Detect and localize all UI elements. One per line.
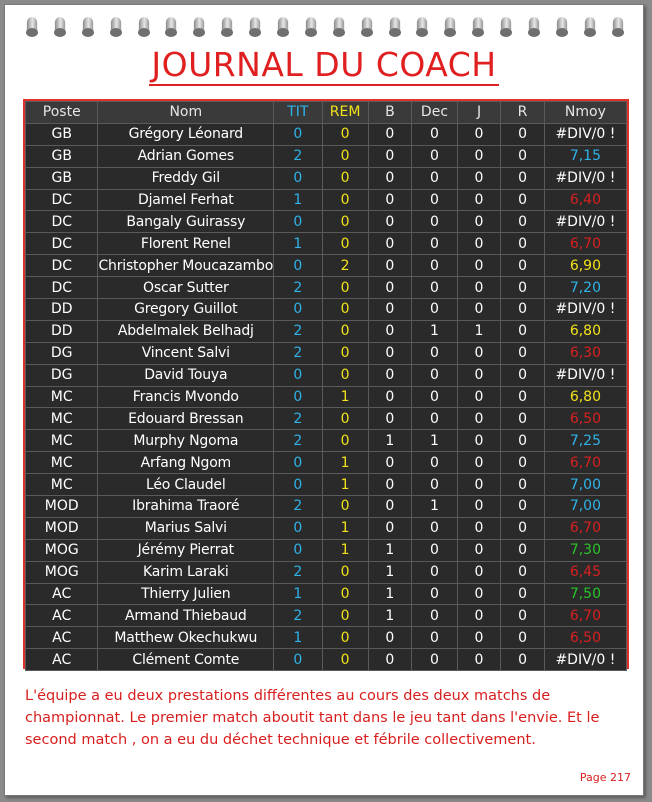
cell-b: 0 [368, 364, 412, 386]
cell-nom: Arfang Ngom [98, 452, 274, 474]
cell-b: 0 [368, 189, 412, 211]
cell-tit: 0 [274, 474, 322, 496]
cell-rem: 0 [322, 561, 368, 583]
cell-nom: Grégory Léonard [98, 123, 274, 145]
cell-poste: AC [26, 583, 98, 605]
cell-poste: AC [26, 649, 98, 671]
binding-ring-icon [555, 17, 569, 39]
cell-nmoy: 7,50 [544, 583, 626, 605]
cell-nmoy: 6,70 [544, 452, 626, 474]
table-header-row [26, 102, 627, 124]
cell-dec: 0 [412, 583, 458, 605]
table-row [26, 145, 627, 167]
cell-poste: MOD [26, 496, 98, 518]
cell-j: 0 [457, 189, 500, 211]
cell-nmoy: 6,70 [544, 517, 626, 539]
cell-dec: 0 [412, 364, 458, 386]
cell-poste: DC [26, 277, 98, 299]
cell-tit: 0 [274, 452, 322, 474]
table-row [26, 539, 627, 561]
cell-b: 0 [368, 299, 412, 321]
cell-r: 0 [501, 189, 545, 211]
cell-tit: 0 [274, 649, 322, 671]
cell-r: 0 [501, 452, 545, 474]
cell-nmoy: 7,00 [544, 474, 626, 496]
cell-r: 0 [501, 320, 545, 342]
cell-j: 0 [457, 408, 500, 430]
cell-nom: Christopher Moucazambo [98, 255, 274, 277]
cell-nmoy: #DIV/0 ! [544, 211, 626, 233]
cell-nom: Murphy Ngoma [98, 430, 274, 452]
binding-ring-icon [443, 17, 457, 39]
cell-nmoy: #DIV/0 ! [544, 649, 626, 671]
cell-dec: 0 [412, 299, 458, 321]
header-j: J [457, 102, 500, 124]
cell-nmoy: 6,50 [544, 627, 626, 649]
cell-nmoy: 6,90 [544, 255, 626, 277]
table-row [26, 517, 627, 539]
cell-r: 0 [501, 583, 545, 605]
cell-dec: 0 [412, 233, 458, 255]
cell-nom: Karim Laraki [98, 561, 274, 583]
cell-r: 0 [501, 233, 545, 255]
table-row [26, 627, 627, 649]
cell-b: 1 [368, 561, 412, 583]
cell-poste: MC [26, 452, 98, 474]
cell-r: 0 [501, 474, 545, 496]
table-row [26, 561, 627, 583]
cell-tit: 2 [274, 408, 322, 430]
cell-dec: 1 [412, 430, 458, 452]
table-row [26, 474, 627, 496]
binding-ring-icon [25, 17, 39, 39]
cell-b: 0 [368, 474, 412, 496]
cell-tit: 2 [274, 605, 322, 627]
binding-ring-icon [53, 17, 67, 39]
cell-poste: DC [26, 211, 98, 233]
cell-dec: 0 [412, 167, 458, 189]
cell-dec: 0 [412, 561, 458, 583]
cell-b: 0 [368, 386, 412, 408]
binding-ring-icon [164, 17, 178, 39]
cell-tit: 1 [274, 189, 322, 211]
header-tit: TIT [274, 102, 322, 124]
cell-rem: 1 [322, 474, 368, 496]
cell-nom: Thierry Julien [98, 583, 274, 605]
table-row [26, 605, 627, 627]
cell-dec: 0 [412, 649, 458, 671]
cell-b: 0 [368, 167, 412, 189]
cell-poste: MOG [26, 539, 98, 561]
cell-tit: 0 [274, 386, 322, 408]
cell-r: 0 [501, 627, 545, 649]
cell-dec: 0 [412, 189, 458, 211]
cell-nom: Clément Comte [98, 649, 274, 671]
cell-tit: 2 [274, 145, 322, 167]
cell-tit: 2 [274, 430, 322, 452]
cell-poste: MOG [26, 561, 98, 583]
cell-dec: 0 [412, 255, 458, 277]
cell-nom: Jérémy Pierrat [98, 539, 274, 561]
cell-tit: 0 [274, 517, 322, 539]
cell-rem: 1 [322, 539, 368, 561]
binding-ring-icon [583, 17, 597, 39]
table-row [26, 452, 627, 474]
binding-ring-icon [611, 17, 625, 39]
cell-r: 0 [501, 386, 545, 408]
header-b: B [368, 102, 412, 124]
cell-nom: Edouard Bressan [98, 408, 274, 430]
cell-rem: 0 [322, 342, 368, 364]
cell-tit: 1 [274, 233, 322, 255]
stats-table-frame [23, 99, 629, 669]
cell-dec: 0 [412, 517, 458, 539]
cell-j: 0 [457, 233, 500, 255]
cell-poste: MC [26, 430, 98, 452]
cell-tit: 1 [274, 627, 322, 649]
notebook-page [4, 4, 644, 796]
cell-b: 0 [368, 496, 412, 518]
binding-ring-icon [471, 17, 485, 39]
cell-b: 0 [368, 517, 412, 539]
cell-tit: 0 [274, 211, 322, 233]
cell-nmoy: 6,45 [544, 561, 626, 583]
cell-nom: Ibrahima Traoré [98, 496, 274, 518]
cell-dec: 0 [412, 539, 458, 561]
cell-rem: 0 [322, 408, 368, 430]
binding-ring-icon [109, 17, 123, 39]
header-dec: Dec [412, 102, 458, 124]
page-title [5, 45, 643, 84]
binding-ring-icon [81, 17, 95, 39]
cell-rem: 0 [322, 189, 368, 211]
cell-j: 0 [457, 517, 500, 539]
binding-ring-icon [499, 17, 513, 39]
binding-ring-icon [220, 17, 234, 39]
table-row [26, 496, 627, 518]
cell-j: 0 [457, 386, 500, 408]
cell-r: 0 [501, 430, 545, 452]
cell-poste: DD [26, 299, 98, 321]
cell-r: 0 [501, 342, 545, 364]
cell-tit: 2 [274, 342, 322, 364]
cell-b: 0 [368, 408, 412, 430]
table-row [26, 277, 627, 299]
binding-ring-icon [527, 17, 541, 39]
cell-j: 0 [457, 561, 500, 583]
cell-b: 1 [368, 605, 412, 627]
header-nmoy: Nmoy [544, 102, 626, 124]
cell-j: 0 [457, 167, 500, 189]
cell-nmoy: #DIV/0 ! [544, 167, 626, 189]
cell-rem: 0 [322, 277, 368, 299]
spiral-binding [25, 17, 625, 39]
cell-nom: Florent Renel [98, 233, 274, 255]
header-poste: Poste [26, 102, 98, 124]
cell-nmoy: #DIV/0 ! [544, 364, 626, 386]
cell-nom: Bangaly Guirassy [98, 211, 274, 233]
cell-b: 0 [368, 320, 412, 342]
cell-rem: 0 [322, 627, 368, 649]
cell-b: 0 [368, 233, 412, 255]
cell-nmoy: 6,40 [544, 189, 626, 211]
table-row [26, 364, 627, 386]
cell-nom: Matthew Okechukwu [98, 627, 274, 649]
cell-b: 1 [368, 539, 412, 561]
cell-nom: Gregory Guillot [98, 299, 274, 321]
cell-nmoy: 6,50 [544, 408, 626, 430]
cell-tit: 0 [274, 299, 322, 321]
cell-nom: Armand Thiebaud [98, 605, 274, 627]
cell-rem: 0 [322, 145, 368, 167]
cell-r: 0 [501, 539, 545, 561]
binding-ring-icon [388, 17, 402, 39]
cell-nmoy: 6,30 [544, 342, 626, 364]
cell-tit: 2 [274, 320, 322, 342]
cell-nom: Djamel Ferhat [98, 189, 274, 211]
cell-nmoy: 6,70 [544, 605, 626, 627]
cell-rem: 0 [322, 233, 368, 255]
coach-comment: L'équipe a eu deux prestations différentes au cours des deux matchs de championnat. Le premier match aboutit tant dans le jeu tant dans l'envie. Et le second match , on a eu du déchet technique et fébrile collectivement. [25, 688, 600, 748]
cell-poste: GB [26, 167, 98, 189]
cell-nom: Abdelmalek Belhadj [98, 320, 274, 342]
binding-ring-icon [360, 17, 374, 39]
cell-r: 0 [501, 364, 545, 386]
cell-rem: 0 [322, 605, 368, 627]
table-row [26, 255, 627, 277]
cell-nmoy: #DIV/0 ! [544, 299, 626, 321]
cell-poste: MC [26, 408, 98, 430]
table-row [26, 320, 627, 342]
cell-j: 0 [457, 145, 500, 167]
cell-dec: 0 [412, 211, 458, 233]
header-r: R [501, 102, 545, 124]
cell-r: 0 [501, 605, 545, 627]
binding-ring-icon [332, 17, 346, 39]
cell-dec: 0 [412, 408, 458, 430]
cell-j: 0 [457, 539, 500, 561]
cell-poste: DG [26, 342, 98, 364]
cell-dec: 0 [412, 123, 458, 145]
cell-tit: 0 [274, 167, 322, 189]
binding-ring-icon [192, 17, 206, 39]
cell-r: 0 [501, 517, 545, 539]
cell-b: 0 [368, 342, 412, 364]
cell-nmoy: #DIV/0 ! [544, 123, 626, 145]
cell-dec: 0 [412, 145, 458, 167]
cell-dec: 0 [412, 605, 458, 627]
table-row [26, 649, 627, 671]
cell-dec: 0 [412, 386, 458, 408]
cell-nmoy: 7,00 [544, 496, 626, 518]
cell-r: 0 [501, 496, 545, 518]
cell-nmoy: 6,80 [544, 386, 626, 408]
table-row [26, 386, 627, 408]
table-row [26, 123, 627, 145]
cell-j: 0 [457, 649, 500, 671]
binding-ring-icon [137, 17, 151, 39]
cell-dec: 1 [412, 496, 458, 518]
cell-b: 0 [368, 627, 412, 649]
cell-b: 0 [368, 649, 412, 671]
cell-b: 0 [368, 123, 412, 145]
cell-poste: DC [26, 189, 98, 211]
cell-r: 0 [501, 167, 545, 189]
cell-rem: 2 [322, 255, 368, 277]
cell-nom: Adrian Gomes [98, 145, 274, 167]
cell-nmoy: 7,25 [544, 430, 626, 452]
header-rem: REM [322, 102, 368, 124]
cell-poste: AC [26, 627, 98, 649]
cell-poste: MC [26, 386, 98, 408]
page-title-text: JOURNAL DU COACH [151, 45, 497, 84]
table-body [26, 123, 627, 670]
cell-nmoy: 6,70 [544, 233, 626, 255]
cell-rem: 0 [322, 320, 368, 342]
table-row [26, 299, 627, 321]
binding-ring-icon [276, 17, 290, 39]
table-row [26, 167, 627, 189]
cell-j: 0 [457, 255, 500, 277]
cell-dec: 0 [412, 627, 458, 649]
cell-j: 0 [457, 430, 500, 452]
cell-poste: GB [26, 123, 98, 145]
cell-rem: 0 [322, 299, 368, 321]
cell-b: 0 [368, 145, 412, 167]
cell-rem: 0 [322, 496, 368, 518]
cell-b: 1 [368, 583, 412, 605]
cell-nom: David Touya [98, 364, 274, 386]
cell-b: 0 [368, 277, 412, 299]
cell-j: 0 [457, 583, 500, 605]
table-row [26, 342, 627, 364]
cell-j: 1 [457, 320, 500, 342]
table-row [26, 211, 627, 233]
table-row [26, 408, 627, 430]
page-number: Page 217 [579, 771, 631, 784]
cell-rem: 0 [322, 167, 368, 189]
cell-dec: 0 [412, 452, 458, 474]
cell-b: 0 [368, 255, 412, 277]
cell-nom: Vincent Salvi [98, 342, 274, 364]
cell-rem: 1 [322, 452, 368, 474]
cell-rem: 0 [322, 430, 368, 452]
table-row [26, 189, 627, 211]
cell-poste: DC [26, 255, 98, 277]
cell-tit: 1 [274, 583, 322, 605]
table-row [26, 233, 627, 255]
cell-nom: Freddy Gil [98, 167, 274, 189]
binding-ring-icon [415, 17, 429, 39]
cell-r: 0 [501, 123, 545, 145]
cell-tit: 2 [274, 496, 322, 518]
cell-r: 0 [501, 561, 545, 583]
cell-tit: 0 [274, 364, 322, 386]
cell-tit: 0 [274, 123, 322, 145]
cell-j: 0 [457, 364, 500, 386]
cell-rem: 0 [322, 583, 368, 605]
cell-r: 0 [501, 649, 545, 671]
cell-tit: 2 [274, 561, 322, 583]
cell-nmoy: 7,20 [544, 277, 626, 299]
cell-poste: MC [26, 474, 98, 496]
cell-dec: 0 [412, 342, 458, 364]
cell-poste: DC [26, 233, 98, 255]
cell-nmoy: 6,80 [544, 320, 626, 342]
cell-tit: 2 [274, 277, 322, 299]
cell-tit: 0 [274, 539, 322, 561]
cell-poste: DG [26, 364, 98, 386]
table-row [26, 583, 627, 605]
cell-rem: 1 [322, 386, 368, 408]
cell-poste: GB [26, 145, 98, 167]
cell-poste: DD [26, 320, 98, 342]
cell-b: 1 [368, 430, 412, 452]
cell-b: 0 [368, 452, 412, 474]
cell-nom: Marius Salvi [98, 517, 274, 539]
cell-r: 0 [501, 145, 545, 167]
cell-r: 0 [501, 255, 545, 277]
cell-dec: 1 [412, 320, 458, 342]
cell-rem: 0 [322, 364, 368, 386]
cell-j: 0 [457, 299, 500, 321]
cell-dec: 0 [412, 474, 458, 496]
cell-b: 0 [368, 211, 412, 233]
cell-r: 0 [501, 211, 545, 233]
cell-j: 0 [457, 605, 500, 627]
cell-nmoy: 7,15 [544, 145, 626, 167]
cell-j: 0 [457, 211, 500, 233]
header-nom: Nom [98, 102, 274, 124]
table-row [26, 430, 627, 452]
binding-ring-icon [304, 17, 318, 39]
cell-nmoy: 7,30 [544, 539, 626, 561]
cell-poste: AC [26, 605, 98, 627]
cell-r: 0 [501, 277, 545, 299]
cell-j: 0 [457, 474, 500, 496]
cell-nom: Léo Claudel [98, 474, 274, 496]
cell-r: 0 [501, 299, 545, 321]
cell-r: 0 [501, 408, 545, 430]
cell-j: 0 [457, 627, 500, 649]
player-stats-table [25, 101, 627, 671]
cell-nom: Francis Mvondo [98, 386, 274, 408]
cell-rem: 1 [322, 517, 368, 539]
cell-tit: 0 [274, 255, 322, 277]
cell-j: 0 [457, 342, 500, 364]
cell-rem: 0 [322, 649, 368, 671]
cell-j: 0 [457, 496, 500, 518]
cell-j: 0 [457, 452, 500, 474]
cell-dec: 0 [412, 277, 458, 299]
cell-rem: 0 [322, 211, 368, 233]
cell-nom: Oscar Sutter [98, 277, 274, 299]
cell-poste: MOD [26, 517, 98, 539]
cell-j: 0 [457, 277, 500, 299]
cell-rem: 0 [322, 123, 368, 145]
cell-j: 0 [457, 123, 500, 145]
binding-ring-icon [248, 17, 262, 39]
